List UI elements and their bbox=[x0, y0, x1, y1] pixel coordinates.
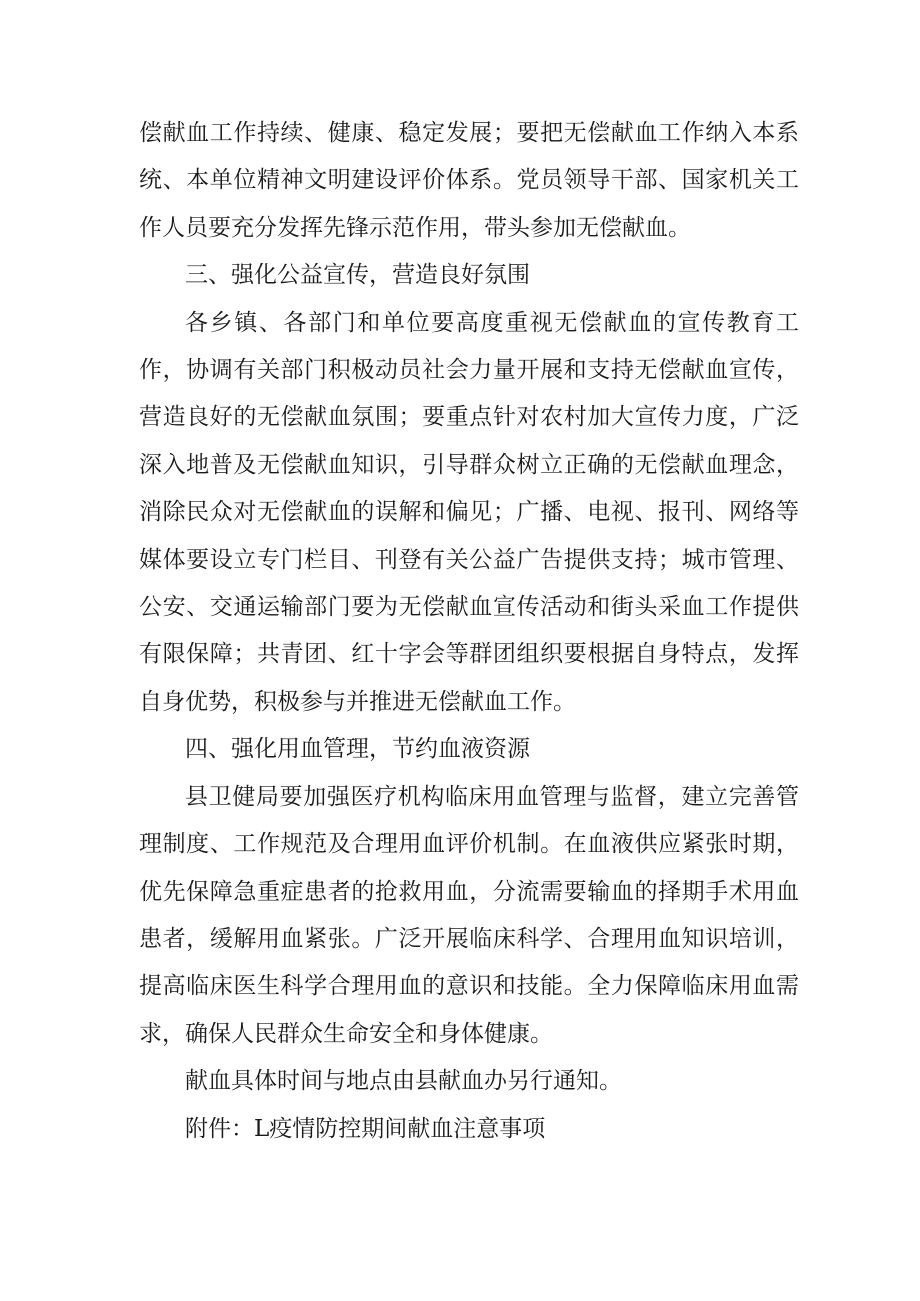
section-heading-4: 四、强化用血管理，节约血液资源 bbox=[185, 736, 530, 763]
document-body bbox=[139, 110, 799, 1153]
paragraph-notice: 献血具体时间与地点由县献血办另行通知。 bbox=[185, 1068, 622, 1095]
section-heading-3: 三、强化公益宣传，营造良好氛围 bbox=[185, 262, 530, 289]
paragraph-blood-management: 县卫健局要加强医疗机构临床用血管理与监督，建立完善管理制度、工作规范及合理用血评价机制。在血液供应紧张时期，优先保障急重症患者的抢救用血，分流需要输血的择期手术用血患者，缓解用血紧张。广泛开展临床科学、合理用血知识培训，提高临床医生科学合理用血的意识和技能。全力保障临床用血需求，确保人民群众生命安全和身体健康。 bbox=[139, 783, 799, 1047]
paragraph-attachment: 附件：L疫情防控期间献血注意事项 bbox=[185, 1115, 546, 1142]
paragraph-publicity: 各乡镇、各部门和单位要高度重视无偿献血的宣传教育工作，协调有关部门积极动员社会力量开展和支持无偿献血宣传，营造良好的无偿献血氛围；要重点针对农村加大宣传力度，广泛深入地普及无偿献血知识，引导群众树立正确的无偿献血理念，消除民众对无偿献血的误解和偏见；广播、电视、报刊、网络等媒体要设立专门栏目、刊登有关公益广告提供支持；城市管理、公安、交通运输部门要为无偿献血宣传活动和街头采血工作提供有限保障；共青团、红十字会等群团组织要根据自身特点，发挥自身优势，积极参与并推进无偿献血工作。 bbox=[139, 309, 799, 715]
paragraph-continuation: 偿献血工作持续、健康、稳定发展；要把无偿献血工作纳入本系统、本单位精神文明建设评价体系。党员领导干部、国家机关工作人员要充分发挥先锋示范作用，带头参加无偿献血。 bbox=[139, 120, 799, 241]
